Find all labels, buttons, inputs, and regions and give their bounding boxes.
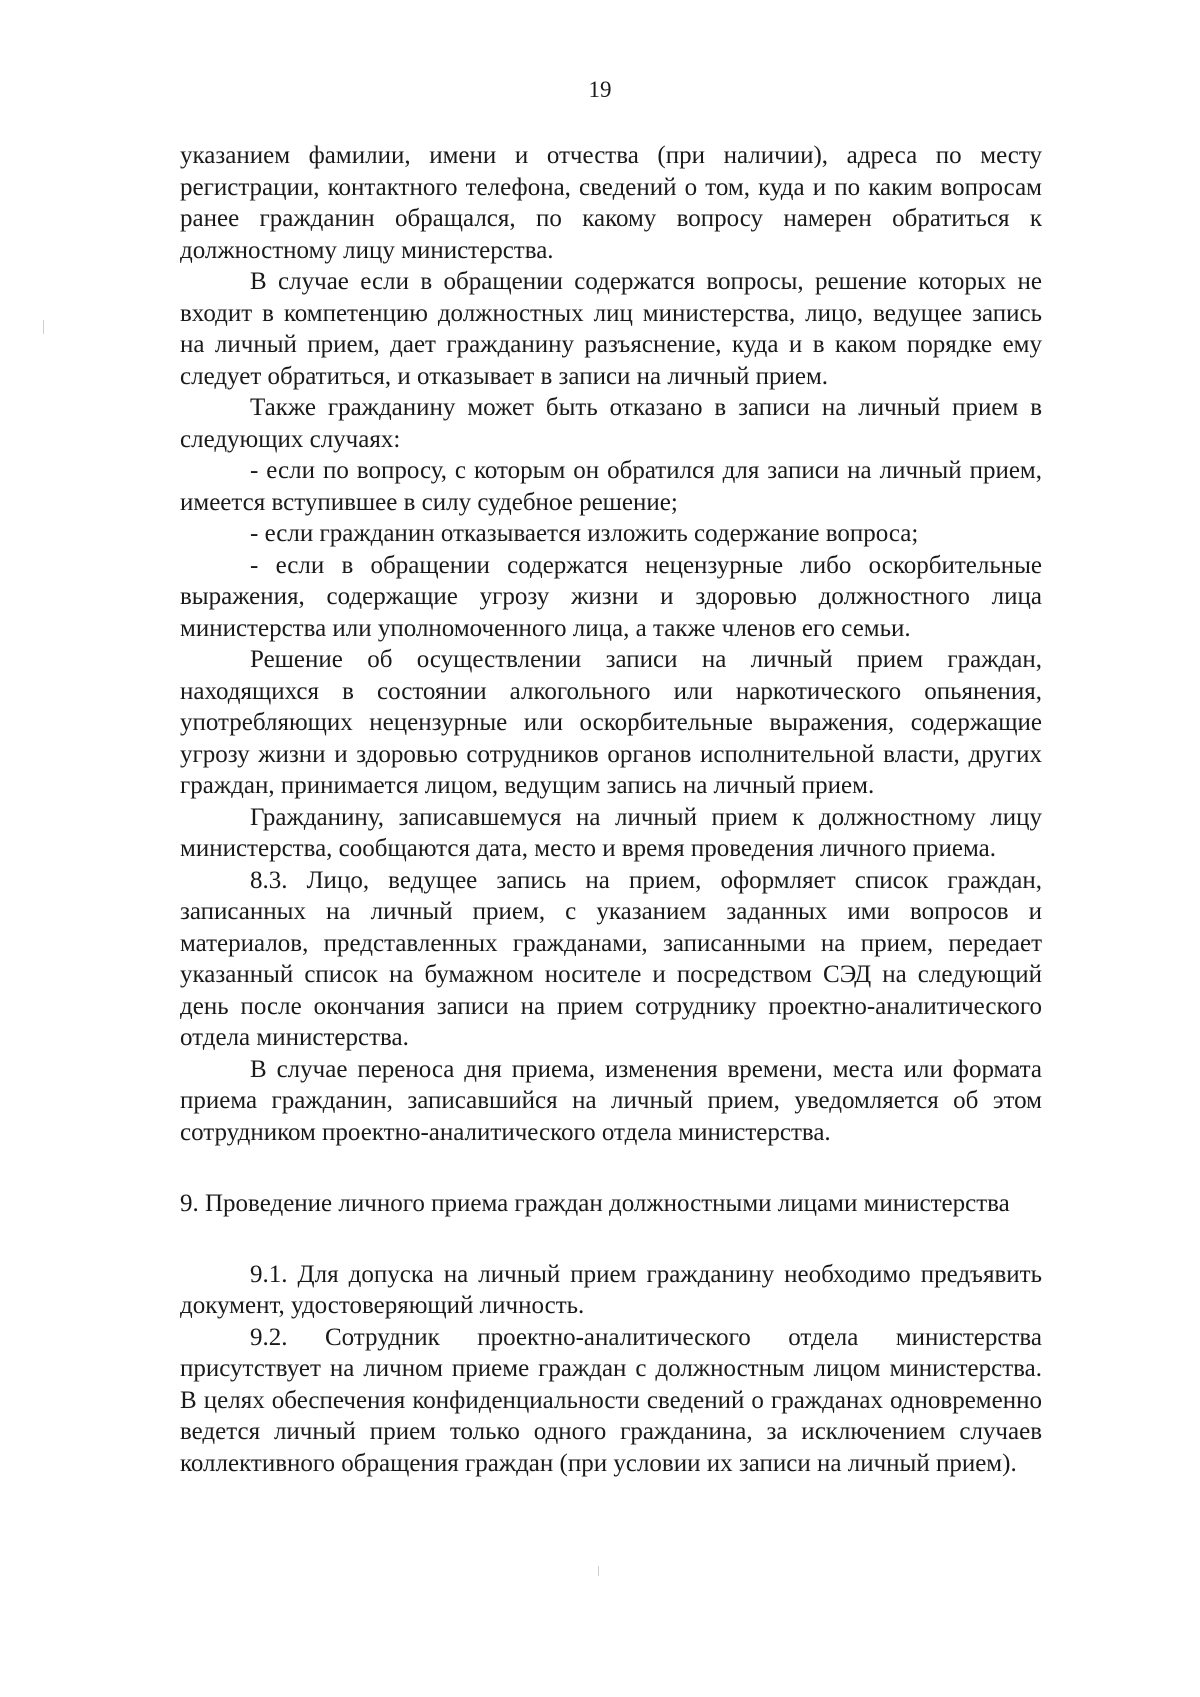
page-number: 19 xyxy=(588,77,612,102)
paragraph-date-place-time: Гражданину, записавшемуся на личный прием к должностному лицу министерства, сообщаются дата, место и время проведения личного приема. xyxy=(180,803,1042,862)
list-item-offensive-expressions: - если в обращении содержатся нецензурные либо оскорбительные выражения, содержащие угрозу жизни и здоровью должностного лица министерства или уполномоченного лица, а также членов его семьи. xyxy=(180,551,1042,642)
list-item-court-decision: - если по вопросу, с которым он обратился для записи на личный прием, имеется вступившее в силу судебное решение; xyxy=(180,457,1042,516)
paragraph-8-3: 8.3. Лицо, ведущее запись на прием, оформляет список граждан, записанных на личный прием, с указанием заданных ими вопросов и материалов, представленных гражданами, записанными на прием, передает указанный список на бумажном носителе и посредством СЭД на следующий день после окончания записи на прием сотруднику проектно-аналитического отдела министерства. xyxy=(180,866,1042,1051)
scan-artifact-mark xyxy=(43,320,44,334)
section-heading: 9. Проведение личного приема граждан должностными лицами министерства xyxy=(180,1190,1010,1217)
paragraph-rescheduling: В случае переноса дня приема, изменения времени, места или формата приема гражданин, записавшийся на личный прием, уведомляется об этом сотрудником проектно-аналитического отдела министерства. xyxy=(180,1055,1042,1146)
paragraph-intoxicated-decision: Решение об осуществлении записи на личный прием граждан, находящихся в состоянии алкогольного или наркотического опьянения, употребляющих нецензурные или оскорбительные выражения, содержащие угрозу жизни и здоровью сотрудников органов исполнительной власти, других граждан, принимается лицом, ведущим запись на личный прием. xyxy=(180,646,1042,799)
paragraph-9-1: 9.1. Для допуска на личный прием гражданину необходимо предъявить документ, удостоверяющий личность. xyxy=(180,1260,1042,1319)
document-body xyxy=(180,140,1042,1479)
paragraph-refusal-cases: Также гражданину может быть отказано в записи на личный прием в следующих случаях: xyxy=(180,394,1042,453)
paragraph-refusal-competence: В случае если в обращении содержатся вопросы, решение которых не входит в компетенцию должностных лиц министерства, лицо, ведущее запись на личный прием, дает гражданину разъяснение, куда и в каком порядке ему следует обратиться, и отказывает в записи на личный прием. xyxy=(180,268,1042,390)
paragraph-continuation: указанием фамилии, имени и отчества (при наличии), адреса по месту регистрации, контактного телефона, сведений о том, куда и по каким вопросам ранее гражданин обращался, по какому вопросу намерен обратиться к должностному лицу министерства. xyxy=(180,142,1042,264)
paragraph-9-2: 9.2. Сотрудник проектно-аналитического отдела министерства присутствует на личном приеме граждан с должностным лицом министерства. В целях обеспечения конфиденциальности сведений о гражданах одновременно ведется личный прием только одного гражданина, за исключением случаев коллективного обращения граждан (при условии их записи на личный прием). xyxy=(180,1323,1042,1477)
list-item-refuses-to-state: - если гражданин отказывается изложить содержание вопроса; xyxy=(250,520,919,547)
scan-artifact-mark xyxy=(598,1566,599,1576)
